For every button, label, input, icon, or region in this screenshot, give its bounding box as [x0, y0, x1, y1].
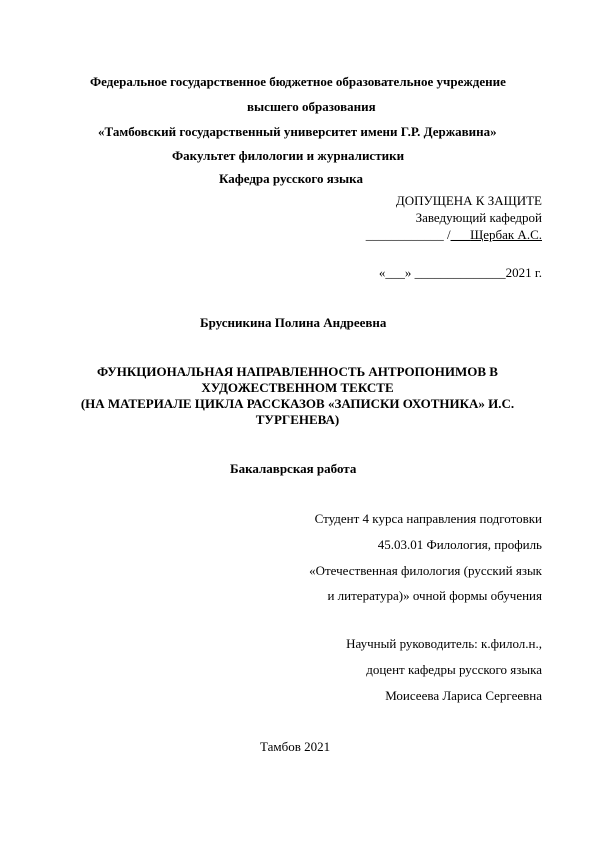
city-year: Тамбов 2021: [260, 739, 331, 754]
thesis-title-line-4: ТУРГЕНЕВА): [255, 412, 340, 427]
university-name: «Тамбовский государственный университет имени Г.Р. Державина»: [98, 124, 497, 139]
student-line-3: «Отечественная филология (русский язык: [309, 563, 542, 578]
approval-status: ДОПУЩЕНА К ЗАЩИТЕ: [395, 193, 542, 208]
faculty-name: Факультет филологии и журналистики: [172, 148, 405, 163]
student-line-4: и литература)» очной формы обучения: [327, 588, 542, 603]
student-line-1: Студент 4 курса направления подготовки: [314, 511, 542, 526]
work-type: Бакалаврская работа: [230, 461, 357, 476]
signature-line: [366, 227, 542, 242]
head-name: ___Щербак А.С.: [450, 227, 542, 242]
supervisor-line-1: Научный руководитель: к.филол.н.,: [346, 636, 542, 651]
institution-line-2: высшего образования: [247, 99, 376, 114]
author-name: Брусникина Полина Андреевна: [200, 315, 387, 330]
thesis-title-line-1: ФУНКЦИОНАЛЬНАЯ НАПРАВЛЕННОСТЬ АНТРОПОНИМОВ В: [97, 364, 498, 379]
head-position: Заведующий кафедрой: [415, 210, 542, 225]
supervisor-line-3: Моисеева Лариса Сергеевна: [385, 688, 542, 703]
thesis-title-line-3: (НА МАТЕРИАЛЕ ЦИКЛА РАССКАЗОВ «ЗАПИСКИ ОХОТНИКА» И.С.: [80, 396, 515, 411]
thesis-title-line-2: ХУДОЖЕСТВЕННОМ ТЕКСТЕ: [201, 380, 394, 395]
approval-date: «___» ______________2021 г.: [378, 265, 542, 280]
supervisor-line-2: доцент кафедры русского языка: [366, 662, 542, 677]
institution-line-1: Федеральное государственное бюджетное образовательное учреждение: [90, 74, 506, 89]
signature-blank: ____________ /: [365, 227, 451, 242]
student-line-2: 45.03.01 Филология, профиль: [377, 537, 542, 552]
department-name: Кафедра русского языка: [219, 171, 363, 186]
